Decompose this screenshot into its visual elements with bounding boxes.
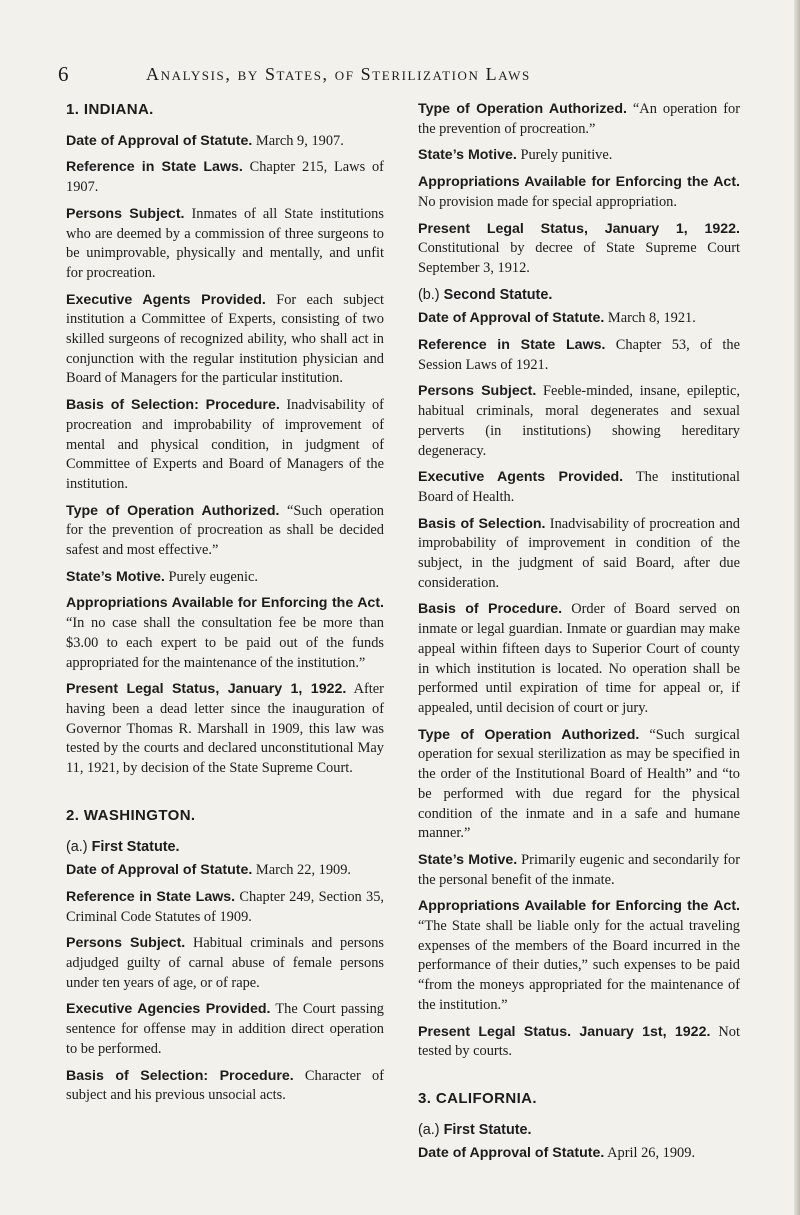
entry-label: Appropriations Available for Enforcing the Act. <box>418 174 740 191</box>
statute-entry <box>418 173 740 212</box>
statute-entry <box>418 600 740 718</box>
entry-text: Inadvisability of procreation and improbability of improvement in condition of the subject, in the judgment of said Board, after due consideration. <box>418 515 741 591</box>
entry-text: Primarily eugenic and secondarily for the personal benefit of the inmate. <box>418 851 740 888</box>
statute-entry <box>66 888 384 927</box>
entry-label: Reference in State Laws. <box>418 337 606 354</box>
entry-label: Type of Operation Authorized. <box>418 101 627 117</box>
entry-text: March 8, 1921. <box>607 310 696 327</box>
entry-label: Executive Agents Provided. <box>418 469 624 486</box>
statute-entry <box>66 502 384 561</box>
section-heading: 2. WASHINGTON. <box>66 806 196 824</box>
entry-text: Purely punitive. <box>520 147 613 164</box>
statute-entry <box>418 220 740 279</box>
entry-label: Date of Approval of Statute. <box>66 862 253 879</box>
statute-entry <box>418 726 740 844</box>
section-heading: 3. CALIFORNIA. <box>418 1089 537 1107</box>
statute-entry <box>418 515 740 594</box>
entry-label: Basis of Selection. <box>418 515 546 532</box>
section-heading: 1. INDIANA. <box>66 101 154 118</box>
entry-text: Not tested by courts. <box>418 1023 740 1060</box>
entry-text: Habitual criminals and persons adjudged guilty of carnal abuse of female persons under ten years of age, or of rape. <box>66 935 384 991</box>
entry-text: No provision made for special appropriation. <box>418 193 677 210</box>
statute-entry <box>66 568 384 588</box>
entry-text: Inmates of all State institutions who are deemed by a commission of three surgeons to be unimprovable, physically and mentally, and unfit for procreation. <box>66 205 384 281</box>
entry-text: March 9, 1907. <box>255 132 344 149</box>
entry-text: Feeble-minded, insane, epileptic, habitual criminals, moral degenerates and sexual perverts (in institutions) showing hereditary degeneracy. <box>418 383 740 459</box>
statute-entry <box>66 1000 384 1059</box>
entry-label: Basis of Selection: Procedure. <box>66 397 280 414</box>
entry-text: Purely eugenic. <box>168 568 258 585</box>
entry-text: “In no case shall the consultation fee be more than $3.00 to each expert to be paid out of the funds appropriated for the maintenance of the institution.” <box>66 615 384 671</box>
entry-label: Present Legal Status, January 1, 1922. <box>418 220 740 237</box>
statute-entry <box>66 205 384 284</box>
statute-entry <box>418 851 740 890</box>
entry-text: Character of subject and his previous unsocial acts. <box>66 1067 384 1104</box>
subheading-prefix: (a.) <box>418 1121 440 1138</box>
statute-entry <box>66 1067 384 1106</box>
statute-entry <box>66 594 384 673</box>
entry-label: Appropriations Available for Enforcing the Act. <box>418 898 740 915</box>
entry-text: “Such surgical operation for sexual sterilization as may be specified in the order of the Institutional Board of Health” and “to be performed with due regard for the physical condition of the inmate and in a safe and humane manner.” <box>418 726 740 842</box>
statute-entry <box>418 100 740 139</box>
entry-text: March 22, 1909. <box>255 862 352 879</box>
entry-label: Type of Operation Authorized. <box>418 726 640 743</box>
statute-entry <box>418 382 740 461</box>
statute-entry <box>418 1144 740 1164</box>
entry-label: Persons Subject. <box>418 383 537 400</box>
entry-text: The institutional Board of Health. <box>418 469 740 505</box>
entry-text: After having been a dead letter since the inauguration of Governor Thomas R. Marshall in 1909, this law was tested by the courts and declared unconstitutional May 11, 1921, by decision of the State Supreme Court. <box>66 681 384 777</box>
statute-subheading <box>418 1121 740 1141</box>
entry-label: Persons Subject. <box>66 935 186 952</box>
statute-entry <box>418 336 740 375</box>
left-column <box>66 100 384 1113</box>
entry-text: Chapter 53, of the Session Laws of 1921. <box>418 337 740 373</box>
entry-label: Reference in State Laws. <box>66 888 236 905</box>
entry-label: Date of Approval of Statute. <box>418 310 605 327</box>
entry-label: State’s Motive. <box>66 568 165 585</box>
entry-label: State’s Motive. <box>418 147 517 164</box>
statute-entry <box>418 1023 740 1062</box>
statute-subheading <box>66 838 384 858</box>
running-head: Analysis, by States, of Sterilization Laws <box>146 64 531 84</box>
entry-text: April 26, 1909. <box>607 1145 696 1162</box>
right-column <box>418 100 740 1171</box>
statute-entry <box>418 309 740 329</box>
entry-text: The Court passing sentence for offense may in addition direct operation to be performed. <box>66 1001 384 1057</box>
entry-text: Chapter 249, Section 35, Criminal Code Statutes of 1909. <box>66 888 384 925</box>
entry-label: Date of Approval of Statute. <box>418 1145 605 1162</box>
entry-text: “The State shall be liable only for the actual traveling expenses of the members of the Board incurred in the performance of their duties,” such expenses to be paid “from the moneys appropriated for the maintenance of the institution.” <box>418 918 740 1013</box>
subheading-label: Second Statute. <box>443 286 553 303</box>
statute-entry <box>418 468 740 507</box>
entry-text: For each subject institution a Committee of Experts, consisting of two skilled surgeons of recognized ability, who shall act in conjunction with the regular institution physician and Board of Managers for the particular institution. <box>66 291 385 387</box>
entry-label: Reference in State Laws. <box>66 159 243 176</box>
entry-label: Executive Agencies Provided. <box>66 1001 271 1018</box>
entry-text: Order of Board served on inmate or legal guardian. Inmate or guardian may make appeal within fifteen days to Superior Court of county in which institution is located. No operation shall be performed until expiration of time for appeal or, if appealed, until decision of court or jury. <box>418 601 740 716</box>
entry-text: Constitutional by decree of State Supreme Court September 3, 1912. <box>418 240 740 276</box>
statute-entry <box>66 291 384 390</box>
section-gap <box>418 1069 740 1089</box>
entry-label: Date of Approval of Statute. <box>66 132 253 149</box>
statute-entry <box>418 146 740 166</box>
entry-label: Basis of Procedure. <box>418 601 563 618</box>
page-edge-shadow <box>794 0 800 1215</box>
statute-entry <box>66 396 384 495</box>
statute-entry <box>66 158 384 197</box>
entry-label: Appropriations Available for Enforcing the Act. <box>66 595 384 612</box>
subheading-label: First Statute. <box>91 838 180 855</box>
entry-label: Basis of Selection: Procedure. <box>66 1067 294 1084</box>
statute-entry <box>66 861 384 881</box>
entry-label: Present Legal Status, January 1, 1922. <box>66 681 347 698</box>
entry-label: Persons Subject. <box>66 205 185 222</box>
statute-subheading <box>418 286 740 306</box>
subheading-prefix: (a.) <box>66 838 88 855</box>
statute-entry <box>418 897 740 1015</box>
entry-label: Executive Agents Provided. <box>66 291 266 308</box>
entry-text: “An operation for the prevention of procreation.” <box>418 101 740 137</box>
statute-entry <box>66 934 384 993</box>
entry-text: Inadvisability of procreation and improbability of improvement of mental and physical condition, in judgment of Committee of Experts and Board of Managers of the institution. <box>66 397 384 492</box>
subheading-label: First Statute. <box>443 1121 532 1138</box>
entry-label: Present Legal Status. January 1st, 1922. <box>418 1023 711 1040</box>
subheading-prefix: (b.) <box>418 286 440 303</box>
entry-text: Chapter 215, Laws of 1907. <box>66 159 384 196</box>
statute-entry <box>66 132 384 152</box>
statute-entry <box>66 680 384 779</box>
page-number: 6 <box>58 62 69 86</box>
entry-label: Type of Operation Authorized. <box>66 502 280 519</box>
entry-text: “Such operation for the prevention of procreation as shall be decided safest and most effective.” <box>66 502 384 559</box>
entry-label: State’s Motive. <box>418 851 518 868</box>
section-gap <box>66 786 384 806</box>
